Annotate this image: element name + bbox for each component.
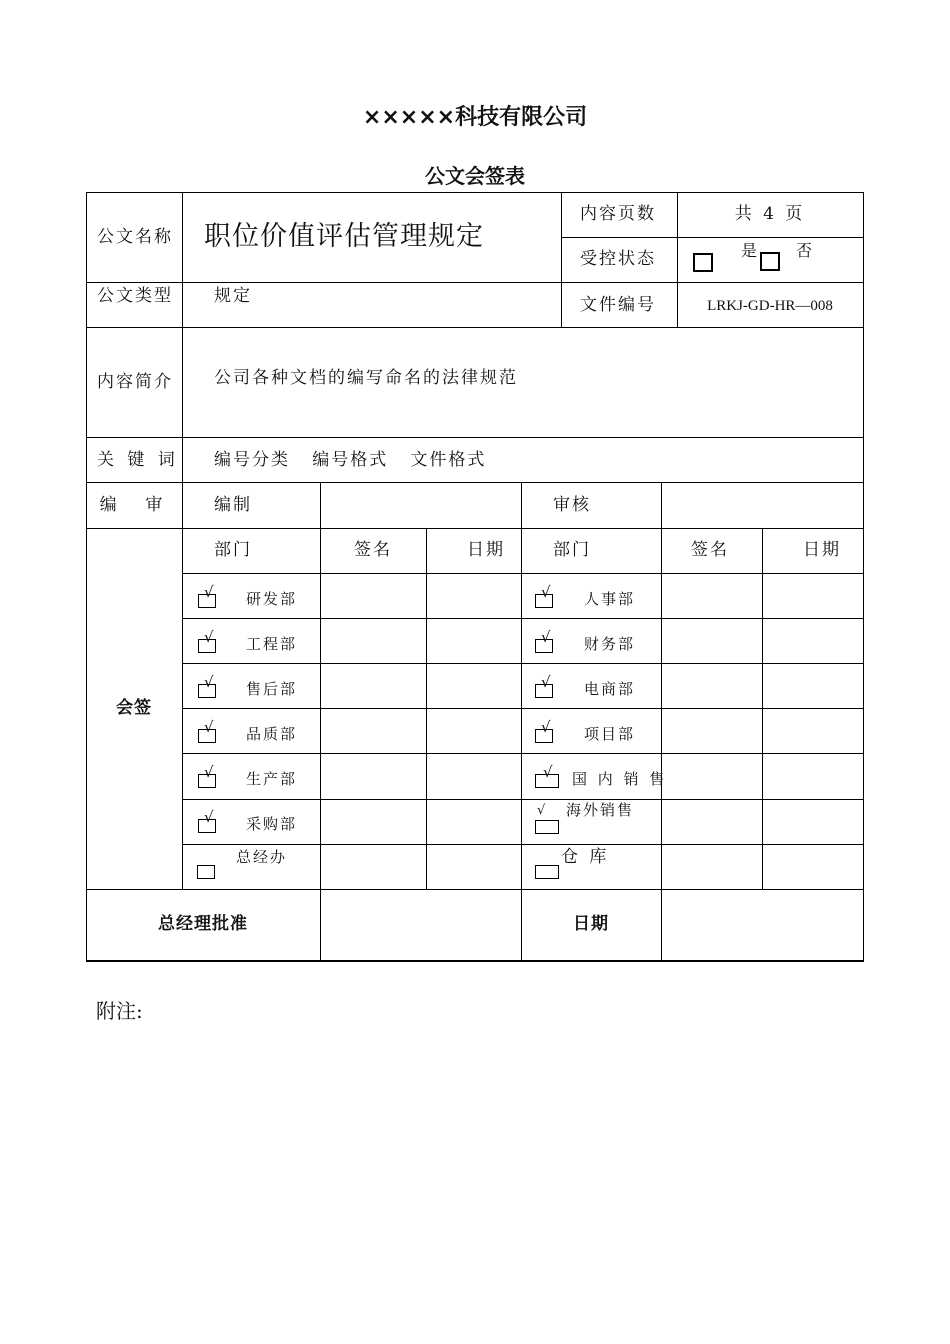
countersign-label: 会签: [116, 698, 152, 718]
dept-label: 财务部: [584, 635, 636, 653]
doc-type-value: 规定: [214, 286, 252, 306]
countersign-form-table: [86, 192, 864, 962]
control-yes-checkbox[interactable]: [693, 253, 713, 272]
dept-checkbox[interactable]: [197, 865, 215, 879]
doc-name-label: 公文名称: [97, 227, 173, 247]
check-mark-icon: √: [204, 583, 214, 601]
summary-value: 公司各种文档的编写命名的法律规范: [214, 368, 518, 388]
check-mark-icon: √: [204, 673, 214, 691]
left-sign-header: 签名: [354, 540, 392, 560]
dept-label: 工程部: [246, 635, 298, 653]
check-mark-icon: √: [537, 803, 546, 818]
control-no-label: 否: [796, 241, 815, 260]
keywords-label: 关 键 词: [97, 450, 179, 470]
author-label: 编制: [214, 495, 252, 515]
doc-number-label: 文件编号: [580, 295, 656, 315]
check-mark-icon: √: [541, 718, 551, 736]
form-title: 公文会签表: [425, 164, 525, 188]
dept-label: 总经办: [236, 848, 288, 866]
right-date-header: 日期: [803, 540, 841, 560]
check-mark-icon: √: [204, 628, 214, 646]
check-mark-icon: √: [541, 583, 551, 601]
dept-label: 品质部: [246, 725, 298, 743]
dept-label: 生产部: [246, 770, 298, 788]
dept-label: 仓 库: [561, 847, 610, 867]
doc-number-value: LRKJ-GD-HR—008: [707, 298, 833, 314]
check-mark-icon: √: [204, 763, 214, 781]
company-name: ×××××科技有限公司: [362, 105, 588, 130]
dept-label: 研发部: [246, 590, 298, 608]
left-date-header: 日期: [467, 540, 505, 560]
right-dept-header: 部门: [553, 540, 591, 560]
check-mark-icon: √: [204, 718, 214, 736]
control-no-checkbox[interactable]: [760, 252, 780, 271]
control-status-label: 受控状态: [580, 249, 656, 269]
doc-name-value: 职位价值评估管理规定: [204, 221, 484, 252]
dept-label: 售后部: [246, 680, 298, 698]
check-mark-icon: √: [541, 628, 551, 646]
dept-label: 海外销售: [566, 801, 635, 819]
check-mark-icon: √: [543, 763, 553, 781]
note-label: 附注:: [96, 999, 143, 1023]
dept-label: 采购部: [246, 815, 298, 833]
review-label: 编 审: [99, 495, 169, 515]
dept-label: 人事部: [584, 590, 636, 608]
left-dept-header: 部门: [214, 540, 252, 560]
dept-checkbox[interactable]: [535, 820, 559, 834]
reviewer-label: 审核: [553, 495, 591, 515]
check-mark-icon: √: [204, 808, 214, 826]
dept-label: 电商部: [584, 680, 636, 698]
pages-value: 共 4 页: [734, 204, 806, 224]
check-mark-icon: √: [541, 673, 551, 691]
dept-checkbox[interactable]: [535, 865, 559, 879]
right-sign-header: 签名: [691, 540, 729, 560]
control-yes-label: 是: [741, 241, 760, 260]
doc-type-label: 公文类型: [97, 286, 173, 306]
dept-label: 项目部: [584, 725, 636, 743]
gm-approval-label: 总经理批准: [158, 914, 248, 934]
summary-label: 内容简介: [97, 372, 173, 392]
dept-label: 国 内 销 售: [572, 770, 668, 788]
keywords-value: 编号分类 编号格式 文件格式: [214, 450, 487, 470]
approval-date-label: 日期: [573, 914, 609, 934]
pages-label: 内容页数: [580, 204, 656, 224]
